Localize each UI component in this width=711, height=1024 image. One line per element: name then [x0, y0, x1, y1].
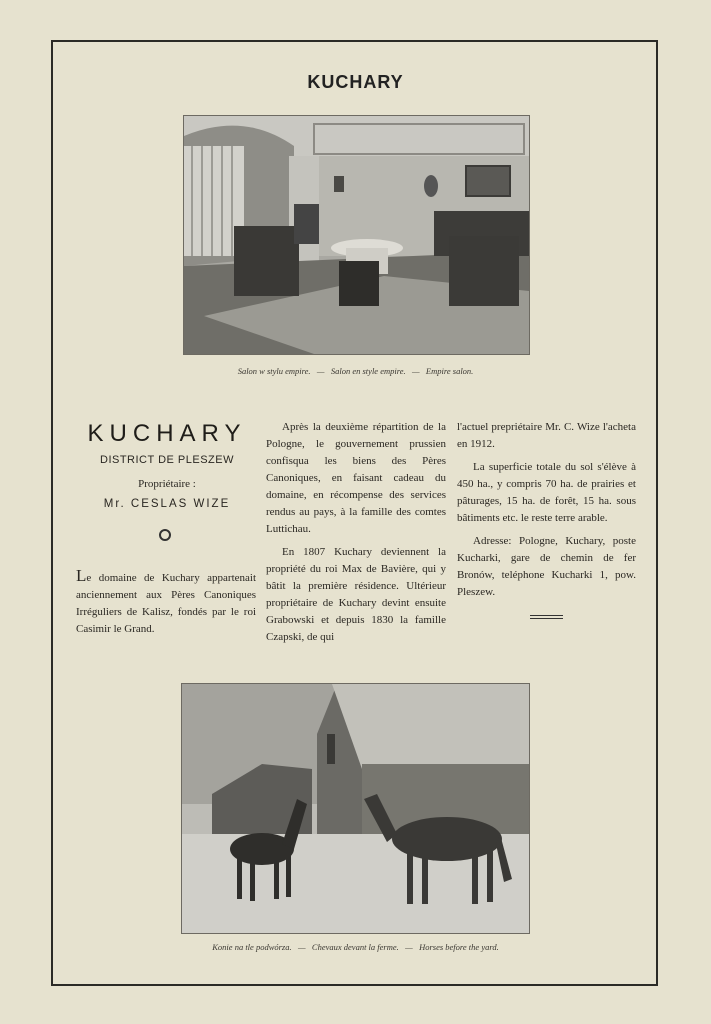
- salon-photo: [183, 115, 530, 355]
- text-column-2: [266, 419, 446, 652]
- horses-caption: Konie na tle podwórza. — Chevaux devant la ferme. — Horses before the yard.: [212, 942, 499, 952]
- owner-label: Propriétaire :: [138, 478, 196, 490]
- paragraph: En 1807 Kuchary deviennent la propriété du roi Max de Bavière, qui y bâtit la première résidence. Ultérieur propriétaire de Kuchary devint ensuite Grabowski et depuis 1830 la famille Czapski, de qui: [266, 546, 446, 643]
- paragraph-text: e domaine de Kuchary appartenait anciennement aux Pères Canoniques Irréguliers de Kalisz, fondés par le roi Casimir le Grand.: [76, 572, 256, 635]
- estate-district: DISTRICT DE PLESZEW: [100, 454, 234, 466]
- text-column-1: [76, 566, 256, 644]
- paragraph: Après la deuxième répartition de la Pologne, le gouvernement prussien confisqua les biens des Pères Canoniques, en faisant cadeau du domaine, en récompense des services rendus au pays, à la famille des comtes Luttichau.: [266, 421, 446, 535]
- salon-caption: Salon w stylu empire. — Salon en style empire. — Empire salon.: [237, 366, 474, 376]
- drop-cap: L: [76, 566, 87, 585]
- paragraph: La superficie totale du sol s'élève à 450 ha., y compris 70 ha. de prairies et pâturages, 15 ha. de forêt, 15 ha. sous bâtiments etc. le reste terre arable.: [457, 461, 636, 524]
- paragraph: [76, 566, 256, 638]
- paragraph: l'actuel prepriétaire Mr. C. Wize l'acheta en 1912.: [457, 421, 636, 450]
- horses-photo: [181, 683, 530, 934]
- paragraph: Adresse: Pologne, Kuchary, poste Kucharki, gare de chemin de fer Bronów, teléphone Kucharki 1, pow. Pleszew.: [457, 535, 636, 598]
- circle-ornament-icon: [159, 529, 171, 541]
- owner-name: Mr. CESLAS WIZE: [103, 498, 231, 510]
- page-title: KUCHARY: [307, 72, 404, 92]
- end-rule-divider: [530, 615, 563, 619]
- text-column-3: [457, 419, 636, 607]
- estate-name: KUCHARY: [87, 420, 247, 447]
